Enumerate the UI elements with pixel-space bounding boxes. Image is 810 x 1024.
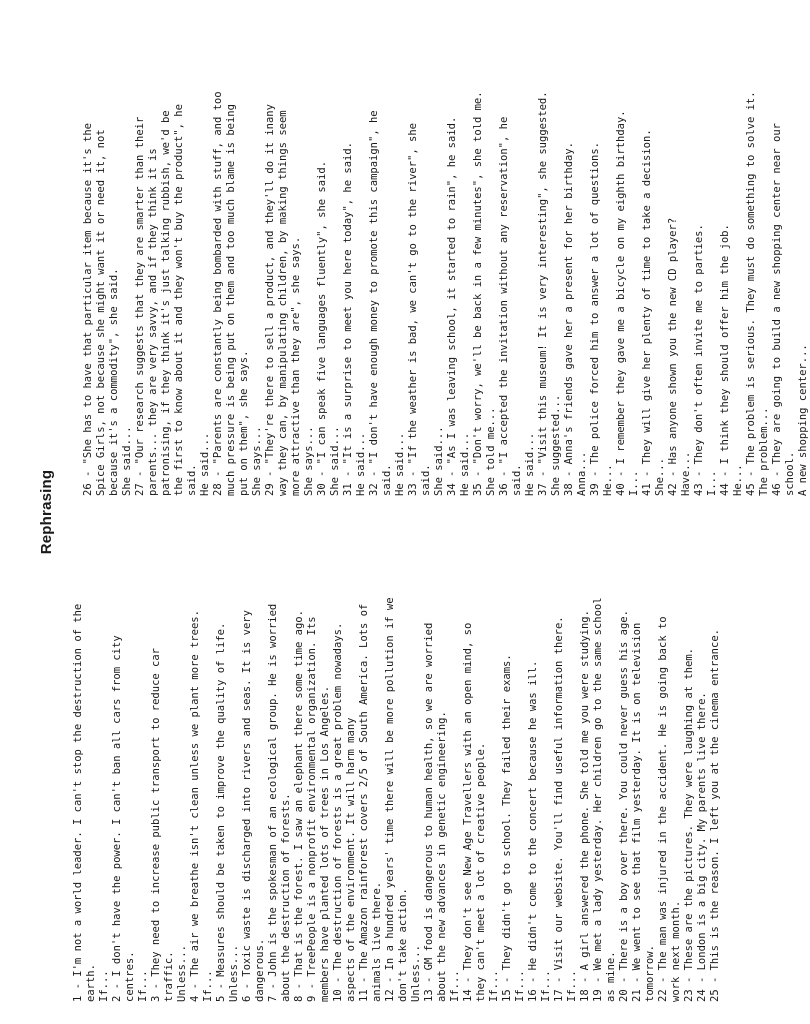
text-line: 35 - "Don't worry, we'll be back in a few minutes", she told me. (472, 91, 484, 496)
text-line: earth. (85, 964, 97, 1002)
text-line: animals live there. (371, 881, 383, 1002)
text-line: He said... (524, 432, 536, 496)
text-line: 30 - "I can speak five languages fluently", she said. (316, 160, 328, 496)
text-line: members have planted lots of trees in Los Angeles. (319, 685, 331, 1002)
text-line: 34 - "As I was leaving school, it started to rain", he said. (446, 116, 458, 496)
text-line: She said... (329, 426, 341, 496)
text-line: 6 - Toxic waste is discharged into rivers and seas. It is very (241, 610, 253, 1002)
text-line: patronising, if they think it's just talking rubbish, we'd be (160, 110, 172, 496)
text-line: about the new advances in genetic engineering. (436, 711, 448, 1002)
text-line: said. (420, 464, 432, 496)
text-line: the first to know about it and they won't buy the product", he (173, 104, 185, 496)
text-line: put on them", she says. (238, 350, 250, 496)
text-line: The problem... (758, 407, 770, 496)
text-line: 12 - In a hundred years' time there will be more pollution if we (384, 597, 396, 1002)
text-line: She said... (121, 426, 133, 496)
text-line: She says... (303, 426, 315, 496)
text-line: 38 - Anna's friends gave her a present for her birthday. (563, 141, 575, 496)
text-line: Unless... (410, 945, 422, 1002)
text-line: 19 - We met a lady yesterday. Her children go to the same school (592, 597, 604, 1002)
text-line: they can't meet a lot of creative people. (475, 742, 487, 1002)
page-title: Rephrasing (38, 469, 55, 555)
text-line: centres. (124, 951, 136, 1002)
text-line: If... (137, 970, 149, 1002)
text-line: don't take action. (397, 888, 409, 1002)
text-line: 8 - That is the forest. I saw an elephant there some time ago. (293, 610, 305, 1002)
text-line: 40 - I remember they gave me a bicycle on my eighth birthday. (615, 110, 627, 496)
text-line: Spice Girls, not because she might want it or need it, not (95, 129, 107, 496)
text-line: If... (566, 970, 578, 1002)
text-line: If... (514, 970, 526, 1002)
text-line: tomorrow. (644, 945, 656, 1002)
text-line: 29 - "They're there to sell a product, and they'll do it inany (264, 104, 276, 496)
text-line: 46 - They are going to build a new shopping center near our (771, 123, 783, 496)
text-line: way they can, by manipulating children, by making things seem (277, 110, 289, 496)
text-line: Unless... (176, 945, 188, 1002)
text-line: 9 - TreePeople is a nonprofit environmental organization. Its (306, 616, 318, 1002)
text-line: 21 - We went to see that film yesterday. It is on television (631, 622, 643, 1002)
text-line: 24 - London is a big city. My parents live there. (696, 692, 708, 1002)
left-column (72, 532, 722, 1002)
text-line: She suggested... (550, 394, 562, 496)
text-line: much pressure is being put on them and too much blame is being (225, 104, 237, 496)
text-line: Anna... (576, 451, 588, 496)
text-line: I... (706, 470, 718, 496)
text-line: said. (511, 464, 523, 496)
text-line: He said... (355, 432, 367, 496)
text-line: said. (381, 464, 393, 496)
text-line: 45 - The problem is serious. They must do something to solve it. (745, 91, 757, 496)
text-line: 15 - They didn't go to school. They failed their exams. (501, 654, 513, 1002)
text-line: 16 - He didn't come to the concert because he was ill. (527, 660, 539, 1002)
text-line: Have... (680, 451, 692, 496)
text-line: about the destruction of forests. (280, 793, 292, 1002)
text-line: If... (202, 970, 214, 1002)
text-line: She... (654, 458, 666, 496)
text-line: A new shopping center... (797, 344, 809, 496)
text-line: 31 - "It is a surprise to meet you here today", he said. (342, 141, 354, 496)
text-line: If... (98, 970, 110, 1002)
text-line: He... (732, 464, 744, 496)
text-line: 18 - A girl answered the phone. She told me you were studying. (579, 610, 591, 1002)
text-line: 39 - The police forced him to answer a lot of questions. (589, 141, 601, 496)
text-line: 26 - "She has to have that particular item because it's the (82, 123, 94, 496)
text-line: because it's a commodity", she said. (108, 268, 120, 496)
text-line: 23 - These are the pictures. They were laughing at them. (683, 647, 695, 1002)
text-line: 13 - GM food is dangerous to human health, so we are worried (423, 622, 435, 1002)
text-line: 36 - "I accepted the invitation without any reservation", he (498, 116, 510, 496)
text-line: school. (784, 451, 796, 496)
text-line: He... (602, 464, 614, 496)
text-line: He said... (199, 432, 211, 496)
text-line: 43 - They don't often invite me to parties. (693, 224, 705, 496)
text-line: 7 - John is the spokesman of an ecological group. He is worried (267, 603, 279, 1002)
text-line: parents... they are very savvy, and if they think it is (147, 148, 159, 496)
text-line: 17 - Visit our website. You'll find useful information there. (553, 616, 565, 1002)
text-line: 41 - They will give her plenty of time to take a decision. (641, 129, 653, 496)
text-line: 22 - The man was injured in the accident. He is going back to (657, 616, 669, 1002)
text-line: 3 - They need to increase public transport to reduce car (150, 647, 162, 1002)
text-line: If... (488, 970, 500, 1002)
text-line: 37 - "Visit this museum! It is very interesting", she suggested. (537, 91, 549, 496)
text-line: 20 - There is a boy over there. You could never guess his age. (618, 610, 630, 1002)
text-line: dangerous. (254, 938, 266, 1002)
right-column (82, 22, 810, 496)
text-line: 28 - "Parents are constantly being bombarded with stuff, and too (212, 91, 224, 496)
text-line: as mine. (605, 951, 617, 1002)
text-line: traffic. (163, 951, 175, 1002)
text-line: She told me... (485, 407, 497, 496)
text-line: 32 - "I don't have enough money to promote this campaign", he (368, 110, 380, 496)
text-line: He said... (459, 432, 471, 496)
text-line: I... (628, 470, 640, 496)
text-line: He said... (394, 432, 406, 496)
text-line: 4 - The air we breathe isn't clean unless we plant more trees. (189, 610, 201, 1002)
text-line: 25 - This is the reason. I left you at the cinema entrance. (709, 629, 721, 1002)
text-line: 1 - I'm not a world leader. I can't stop the destruction of the (72, 603, 84, 1002)
text-line: 10 - The destruction of forests is a great problem nowadays. (332, 622, 344, 1002)
text-line: 42 - Has anyone shown you the new CD player? (667, 217, 679, 496)
text-line: work next month. (670, 900, 682, 1002)
text-line: 33 - "If the weather is bad, we can't go to the river", she (407, 123, 419, 496)
text-line: 2 - I don't have the power. I can't ban all cars from city (111, 635, 123, 1002)
text-line: 44 - I think they should offer him the job. (719, 224, 731, 496)
text-line: Unless... (228, 945, 240, 1002)
text-line: If... (449, 970, 461, 1002)
text-line: She said... (433, 426, 445, 496)
text-line: 11 - The Amazon rainforest covers 2/5 of South America. Lots of (358, 603, 370, 1002)
text-line: aspects of the environment. It will harm many (345, 717, 357, 1002)
text-line: She says... (251, 426, 263, 496)
text-line: more attractive than they are", she says. (290, 236, 302, 496)
text-line: If... (540, 970, 552, 1002)
text-line: 14 - They don't see New Age Travellers with an open mind, so (462, 622, 474, 1002)
text-line: said. (186, 464, 198, 496)
text-line: 27 - "Our research suggests that they are smarter than their (134, 116, 146, 496)
text-line: 5 - Measures should be taken to improve the quality of life. (215, 622, 227, 1002)
